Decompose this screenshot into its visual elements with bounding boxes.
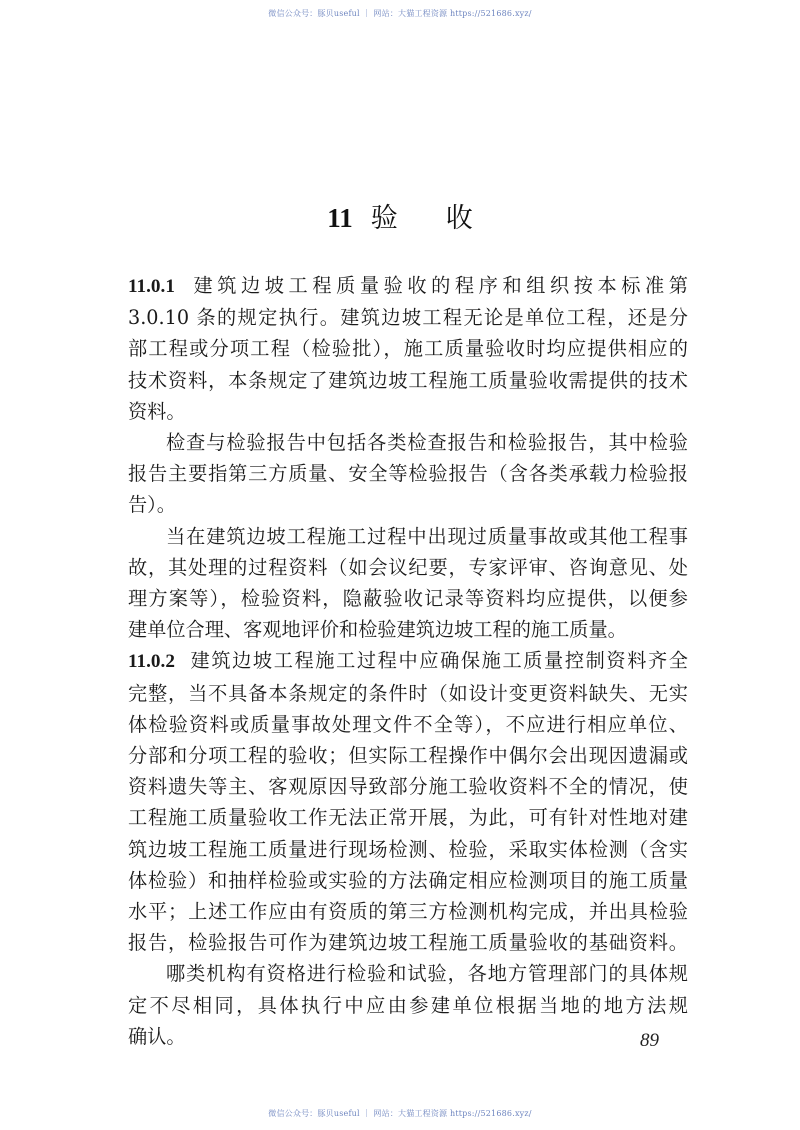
text-line: 故，其处理的过程资料（如会议纪要，专家评审、咨询意见、处 <box>128 555 688 579</box>
text-line: 3.0.10 条的规定执行。建筑边坡工程无论是单位工程，还是分 <box>128 306 688 330</box>
text-line: 建单位合理、客观地评价和检验建筑边坡工程的施工质量。 <box>128 618 627 642</box>
text-line: 工程施工质量验收工作无法正常开展，为此，可有针对性地对建 <box>128 806 688 830</box>
text-line <box>128 270 688 302</box>
page-number: 89 <box>640 1030 659 1051</box>
text-line: 报告主要指第三方质量、安全等检验报告（含各类承载力检验报 <box>128 462 688 486</box>
text-line: 技术资料，本条规定了建筑边坡工程施工质量验收需提供的技术 <box>128 368 688 392</box>
text-line: 确认。 <box>128 1024 186 1048</box>
text-line: 告）。 <box>128 493 176 517</box>
chapter-title <box>0 196 800 235</box>
text-line: 体检验资料或质量事故处理文件不全等），不应进行相应单位、 <box>128 712 688 736</box>
text-line: 部工程或分项工程（检验批），施工质量验收时均应提供相应的 <box>128 337 688 361</box>
text-line: 哪类机构有资格进行检验和试验，各地方管理部门的具体规 <box>166 962 688 986</box>
body-text <box>128 270 688 1052</box>
text-line: 检查与检验报告中包括各类检查报告和检验报告，其中检验 <box>166 431 688 455</box>
chapter-number: 11 <box>327 203 353 233</box>
text-line: 资料遗失等主、客观原因导致部分施工验收资料不全的情况，使 <box>128 775 688 799</box>
text-line <box>128 645 688 677</box>
text-line: 资料。 <box>128 399 186 423</box>
text-line: 报告，检验报告可作为建筑边坡工程施工质量验收的基础资料。 <box>128 931 688 955</box>
text-line: 理方案等），检验资料，隐蔽验收记录等资料均应提供，以便参 <box>128 587 688 611</box>
clause-number: 11.0.2 <box>128 651 175 673</box>
text-line: 完整，当不具备本条规定的条件时（如设计变更资料缺失、无实 <box>128 681 688 705</box>
text-line: 水平；上述工作应由有资质的第三方检测机构完成，并出具检验 <box>128 900 688 924</box>
watermark-top: 微信公众号：豚贝useful ｜ 网站：大猫工程资源 https://521686.xyz/ <box>268 9 532 18</box>
clause-number: 11.0.1 <box>128 276 175 297</box>
text-line: 分部和分项工程的验收；但实际工程操作中偶尔会出现因遗漏或 <box>128 744 688 768</box>
text-line: 定不尽相同，具体执行中应由参建单位根据当地的地方法规 <box>128 993 688 1017</box>
text-line: 体检验）和抽样检验或实验的方法确定相应检测项目的施工质量 <box>128 868 688 892</box>
line-text: 建筑边坡工程施工过程中应确保施工质量控制资料齐全 <box>188 649 688 673</box>
text-line: 当在建筑边坡工程施工过程中出现过质量事故或其他工程事 <box>166 524 688 548</box>
chapter-title-char-1: 验 <box>370 203 398 234</box>
line-text: 建筑边坡工程质量验收的程序和组织按本标准第 <box>188 274 688 297</box>
watermark-bottom: 微信公众号：豚贝useful ｜ 网站：大猫工程资源 https://521686.xyz/ <box>268 1109 532 1118</box>
text-line: 筑边坡工程施工质量进行现场检测、检验，采取实体检测（含实 <box>128 837 688 861</box>
chapter-title-char-2: 收 <box>445 203 473 234</box>
